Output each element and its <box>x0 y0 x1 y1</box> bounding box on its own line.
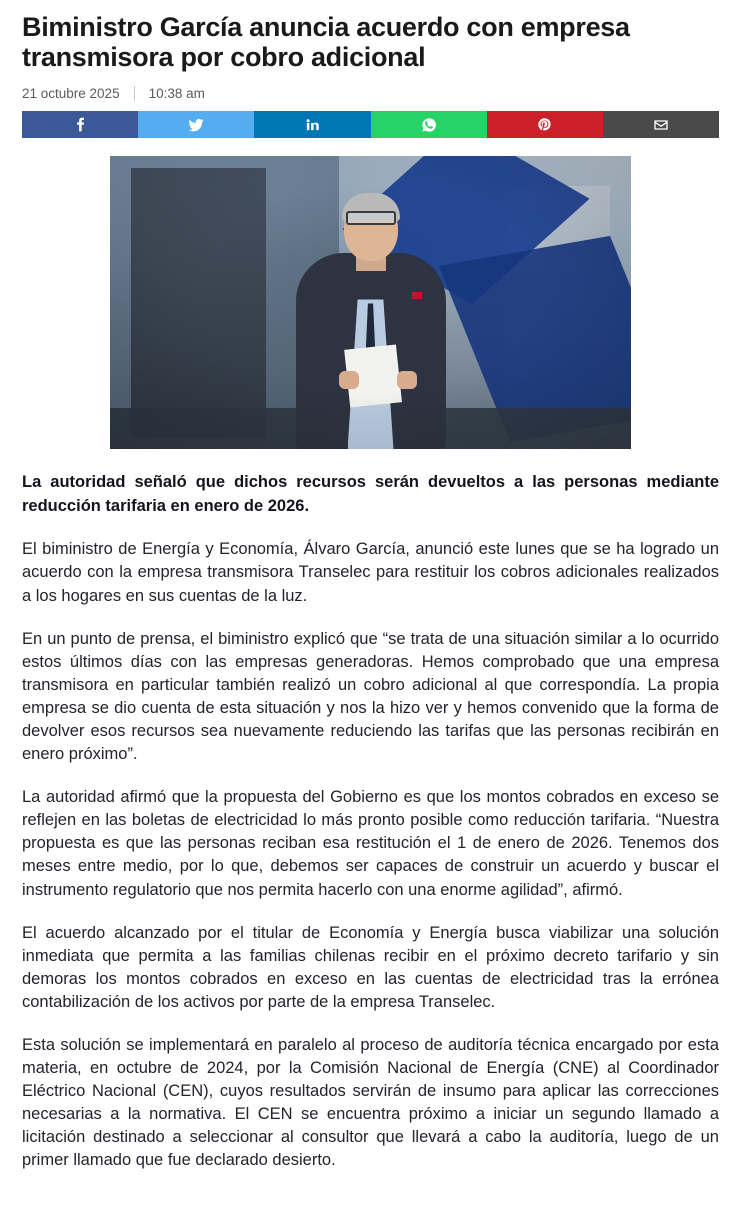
pinterest-icon <box>537 117 552 132</box>
linkedin-icon <box>305 117 320 132</box>
twitter-icon <box>188 117 204 133</box>
article-paragraph: Esta solución se implementará en paralelo al proceso de auditoría técnica encargado por esta materia, en octubre de 2024, por la Comisión Nacional de Energía (CNE) al Coordinador Eléctrico Nacional (CEN), cuyos resultados servirán de insumo para aplicar las correcciones necesarias a la normativa. El CEN se encuentra próximo a iniciar un segundo llamado a licitación destinado a seleccionar al consultor que llevará a cabo la auditoría, luego de un primer llamado que fue declarado desierto. <box>22 1036 719 1170</box>
facebook-icon <box>73 117 88 132</box>
share-bar <box>22 111 719 138</box>
article-image <box>110 156 631 449</box>
article-paragraph: El biministro de Energía y Economía, Álvaro García, anunció este lunes que se ha logrado un acuerdo con la empresa transmisora Transelec para restituir los cobros adicionales realizados a los hogares en sus cuentas de la luz. <box>22 540 719 605</box>
share-whatsapp-button[interactable] <box>371 111 487 138</box>
envelope-icon <box>653 117 669 133</box>
article-page <box>0 12 741 1213</box>
share-twitter-button[interactable] <box>138 111 254 138</box>
article-paragraph: En un punto de prensa, el biministro explicó que “se trata de una situación similar a lo ocurrido estos últimos días con las empresas generadoras. Hemos comprobado que una empresa transmisora en particular también realizó un cobro adicional al que correspondía. La propia empresa se dio cuenta de esta situación y nos la hizo ver y hemos convenido que la forma de devolver esos recursos sea nuevamente reduciendo las tarifas que las personas recibirán en enero próximo”. <box>22 629 719 764</box>
whatsapp-icon <box>421 117 437 133</box>
page-title: Biministro García anuncia acuerdo con empresa transmisora por cobro adicional <box>22 12 630 73</box>
article-figure <box>22 156 719 449</box>
share-pinterest-button[interactable] <box>487 111 603 138</box>
article-lede: La autoridad señaló que dichos recursos serán devueltos a las personas mediante reducción tarifaria en enero de 2026. <box>22 473 719 515</box>
image-vignette <box>110 156 631 449</box>
share-linkedin-button[interactable] <box>254 111 370 138</box>
share-facebook-button[interactable] <box>22 111 138 138</box>
article-paragraph: La autoridad afirmó que la propuesta del Gobierno es que los montos cobrados en exceso se reflejen en las boletas de electricidad lo más pronto posible como reducción tarifaria. “Nuestra propuesta es que las personas reciban esa restitución el 1 de enero de 2026. Tenemos dos meses entre medio, por lo que, debemos ser capaces de construir un acuerdo y buscar el instrumento regulatorio que nos permita hacerlo con una enorme agilidad”, afirmó. <box>22 788 719 899</box>
article-meta <box>22 86 719 101</box>
publish-time: 10:38 am <box>148 86 205 102</box>
share-email-button[interactable] <box>603 111 719 138</box>
article-paragraph: El acuerdo alcanzado por el titular de Economía y Energía busca viabilizar una solución inmediata que permita a las familias chilenas recibir en el próximo decreto tarifario y sin demoras los montos cobrados en exceso en las cuentas de electricidad tras la errónea contabilización de los activos por parte de la empresa Transelec. <box>22 923 719 1011</box>
publish-date: 21 octubre 2025 <box>22 86 120 102</box>
